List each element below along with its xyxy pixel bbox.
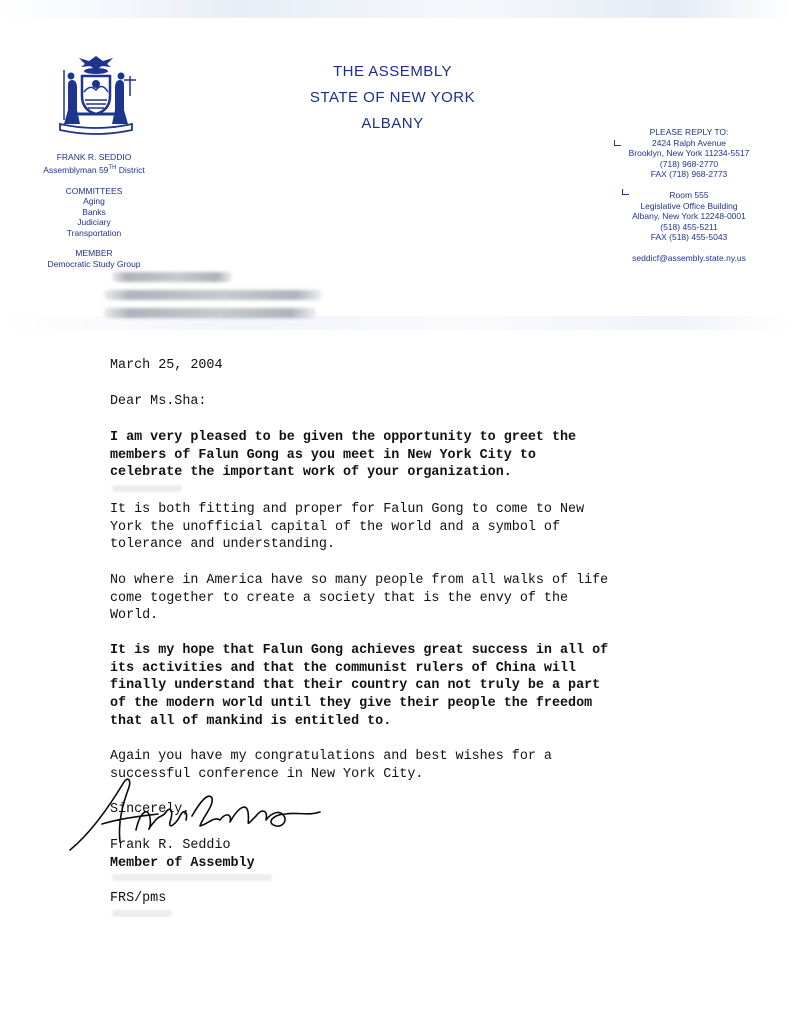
sender-name: FRANK R. SEDDIO xyxy=(56,152,132,162)
sender-title-sup: TH xyxy=(108,164,117,171)
redacted-address-line xyxy=(104,308,316,318)
state-seal xyxy=(50,52,142,136)
reply-block xyxy=(600,127,778,264)
letter-paragraph-2: It is both fitting and proper for Falun Gong to come to New York the unofficial capital of the world and a symbol of tolerance and understanding. xyxy=(110,502,585,553)
letter-paragraph-1: I am very pleased to be given the opportunity to greet the members of Falun Gong as you meet in New York City to celebrate the important work of your organization. xyxy=(110,430,577,481)
signer-title: Member of Assembly xyxy=(110,856,255,871)
sender-title-suffix: District xyxy=(116,164,145,175)
letterhead-line-state: STATE OF NEW YORK xyxy=(309,89,476,106)
reply-heading: PLEASE REPLY TO: xyxy=(649,127,729,137)
sender-title-main: Assemblyman 59 xyxy=(43,164,109,175)
signer-name: Frank R. Seddio xyxy=(110,838,231,853)
member-heading: MEMBER xyxy=(75,248,113,259)
scan-artifact-top xyxy=(0,0,792,18)
letterhead-line-albany: ALBANY xyxy=(361,115,424,132)
letter-paragraph-5: Again you have my congratulations and best wishes for a successful conference in New York City. xyxy=(110,749,552,782)
checkbox-icon xyxy=(614,140,621,146)
reply-office2-room: Room 555 xyxy=(669,189,709,200)
scan-smudge xyxy=(112,485,182,492)
committee-item: Banks xyxy=(82,206,106,217)
scan-smudge xyxy=(112,874,272,881)
letter-initials: FRS/pms xyxy=(110,891,167,906)
letter-closing: Sincerely, xyxy=(110,802,191,817)
reply-email: seddicf@assembly.state.ny.us xyxy=(632,252,746,263)
scan-artifact-mid xyxy=(0,316,792,330)
redacted-address-line xyxy=(104,290,322,300)
letter-paragraph-3: No where in America have so many people from all walks of life come together to create a society that is the envy of the World. xyxy=(110,573,609,624)
letterhead-line-assembly: THE ASSEMBLY xyxy=(332,63,453,80)
reply-office1-fax: FAX (718) 968-2773 xyxy=(650,169,728,180)
reply-office2-building: Legislative Office Building xyxy=(640,200,738,211)
letter-paragraph-4: It is my hope that Falun Gong achieves great success in all of its activities and that the communist rulers of China will finally understand that their country can not truly be a part of the modern world until they give their people the freedom that all of mankind is entitled to. xyxy=(110,643,609,729)
committees-heading: COMMITTEES xyxy=(65,185,123,196)
reply-office1-phone: (718) 968-2770 xyxy=(659,158,719,169)
letter-salutation: Dear Ms.Sha: xyxy=(110,394,207,409)
sender-title xyxy=(14,163,174,175)
reply-office2-phone: (518) 455-5211 xyxy=(660,221,718,232)
scan-smudge xyxy=(112,910,172,917)
member-of: Democratic Study Group xyxy=(47,258,141,269)
reply-office1-city: Brooklyn, New York 11234-5517 xyxy=(628,148,750,159)
new-york-state-seal-icon xyxy=(50,52,142,136)
reply-office1-street: 2424 Ralph Avenue xyxy=(651,137,727,148)
committee-item: Judiciary xyxy=(77,217,111,228)
committee-item: Aging xyxy=(83,196,105,207)
sender-block xyxy=(14,152,174,269)
checkbox-icon xyxy=(622,189,629,195)
committee-item: Transportation xyxy=(66,227,122,238)
reply-office2-fax: FAX (518) 455-5043 xyxy=(650,232,728,243)
reply-office2-city: Albany, New York 12248-0001 xyxy=(632,211,746,222)
redacted-address-line xyxy=(112,272,232,282)
letter-date: March 25, 2004 xyxy=(110,358,223,373)
